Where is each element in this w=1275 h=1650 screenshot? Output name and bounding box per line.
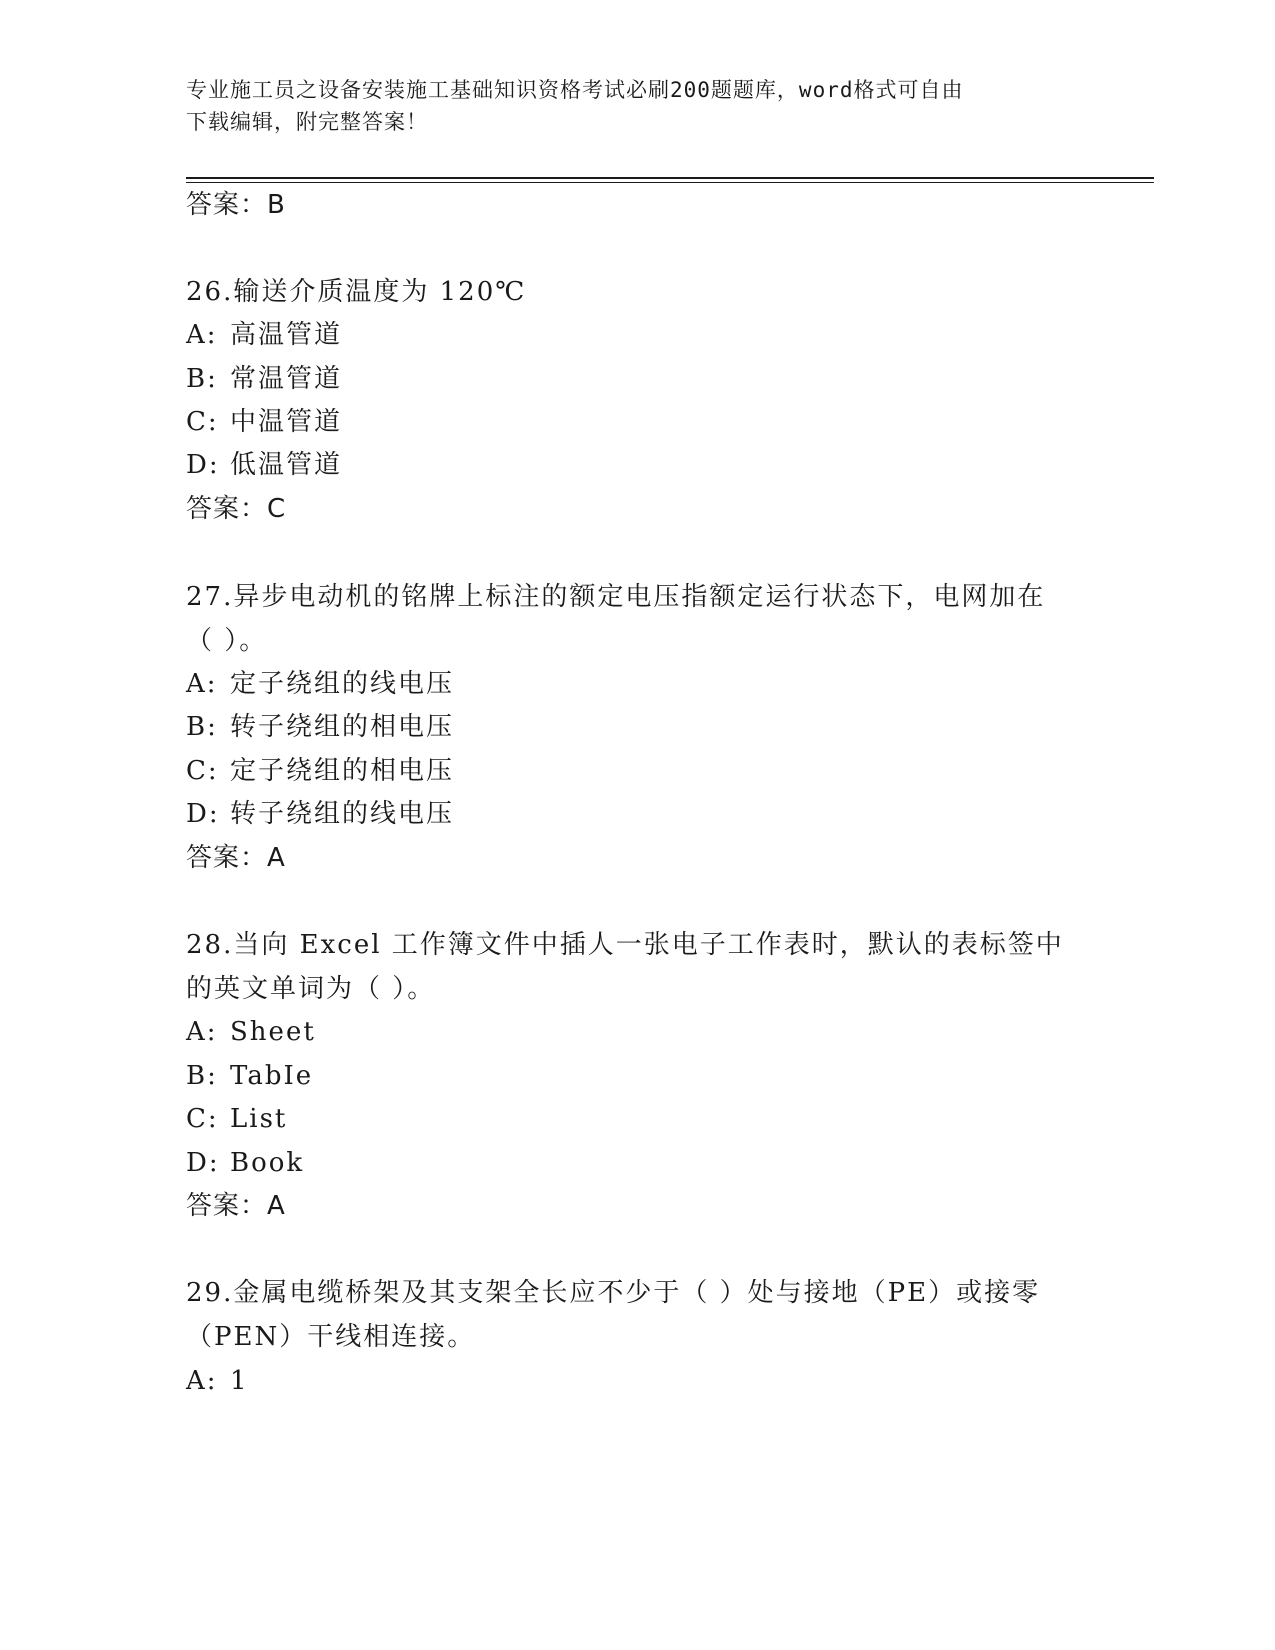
question-29-stem-line-2: （PEN）干线相连接。 [186, 1322, 476, 1352]
option-label: C: [186, 1104, 219, 1134]
option-text: 低温管道 [230, 450, 343, 480]
option-label: A: [186, 669, 218, 699]
question-27-option-c [186, 754, 454, 788]
option-text: 1 [230, 1366, 249, 1396]
question-26-option-d [186, 448, 342, 482]
header-line-1: 专业施工员之设备安装施工基础知识资格考试必刷200题题库，word格式可自由 [186, 78, 964, 102]
option-text: 转子绕组的线电压 [230, 799, 455, 829]
question-26-option-b [186, 362, 342, 396]
question-27-stem-line-1: 27.异步电动机的铭牌上标注的额定电压指额定运行状态下，电网加在 [186, 582, 1046, 612]
option-text: 中温管道 [230, 407, 343, 437]
option-label: C: [186, 756, 219, 786]
header-line-2: 下载编辑，附完整答案！ [186, 110, 428, 134]
option-text: 转子绕组的相电压 [230, 712, 455, 742]
question-28-option-b [186, 1059, 313, 1093]
question-27-option-d [186, 797, 454, 831]
option-label: A: [186, 1366, 218, 1396]
previous-answer: 答案：B [186, 190, 286, 220]
option-text: Book [230, 1148, 305, 1178]
question-26-option-a [186, 318, 342, 352]
option-label: D: [186, 450, 220, 480]
option-text: 定子绕组的相电压 [230, 756, 455, 786]
question-27-answer: 答案：A [186, 843, 286, 873]
option-label: D: [186, 799, 220, 829]
option-text: 常温管道 [230, 364, 343, 394]
question-26-answer: 答案：C [186, 494, 287, 524]
option-text: 定子绕组的线电压 [230, 669, 455, 699]
question-27-option-b [186, 710, 454, 744]
header-divider-thick [186, 177, 1154, 179]
option-label: B: [186, 1061, 218, 1091]
option-label: C: [186, 407, 219, 437]
question-28-answer: 答案：A [186, 1191, 286, 1221]
option-text: Sheet [230, 1017, 316, 1047]
question-28-stem-line-2: 的英文单词为（ ）。 [186, 974, 436, 1004]
question-27-option-a [186, 667, 454, 701]
option-text: TabIe [230, 1061, 314, 1091]
document-header [186, 74, 1066, 138]
option-label: A: [186, 1017, 218, 1047]
option-label: B: [186, 712, 218, 742]
question-28-option-c [186, 1102, 287, 1136]
option-label: B: [186, 364, 218, 394]
question-28-option-d [186, 1146, 304, 1180]
question-29-option-a [186, 1364, 249, 1398]
option-label: D: [186, 1148, 220, 1178]
question-28-stem-line-1: 28.当向 Excel 工作簿文件中插人一张电子工作表时，默认的表标签中 [186, 930, 1064, 960]
question-28-option-a [186, 1015, 316, 1049]
question-27-stem-line-2: （ ）。 [186, 626, 268, 656]
question-26-option-c [186, 405, 342, 439]
option-text: 高温管道 [230, 320, 343, 350]
header-divider-thin [186, 182, 1154, 183]
question-26-stem: 26.输送介质温度为 120℃ [186, 277, 527, 307]
question-29-stem-line-1: 29.金属电缆桥架及其支架全长应不少于（ ）处与接地（PE）或接零 [186, 1278, 1041, 1308]
option-label: A: [186, 320, 218, 350]
option-text: List [230, 1104, 288, 1134]
